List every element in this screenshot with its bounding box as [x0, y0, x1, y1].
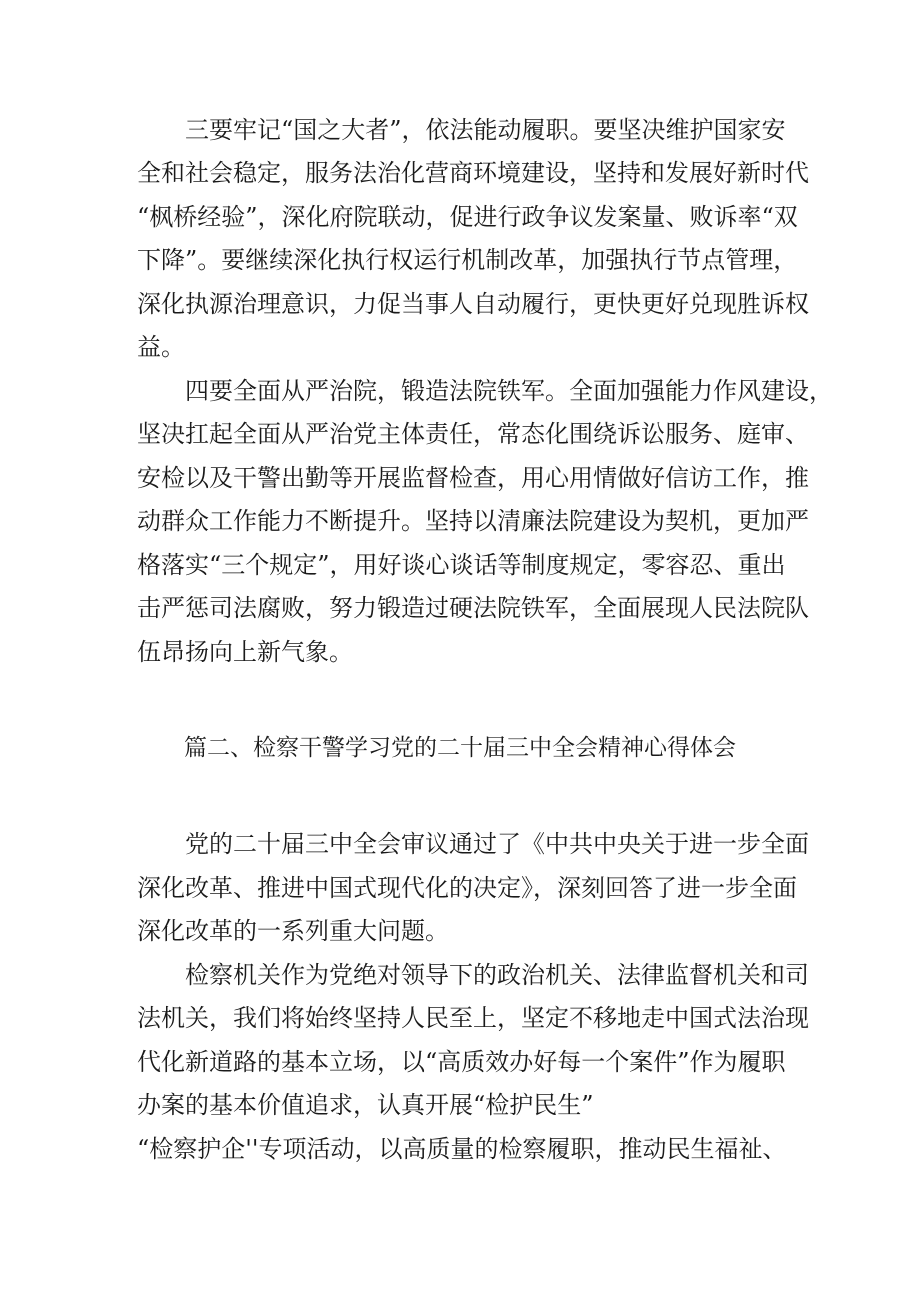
paragraph-line: 动群众工作能力不断提升。坚持以清廉法院建设为契机，更加严 — [137, 507, 809, 535]
paragraph-line: 代化新道路的基本立场，以“高质效办好每一个案件”作为履职 — [137, 1048, 786, 1076]
paragraph-line: 检察机关作为党绝对领导下的政治机关、法律监督机关和司 — [185, 961, 809, 989]
paragraph-line: 安检以及干警出勤等开展监督检查，用心用情做好信访工作，推 — [137, 464, 809, 492]
paragraph-line: 深化执源治理意识，力促当事人自动履行，更快更好兑现胜诉权 — [137, 290, 809, 318]
paragraph-line: 全和社会稳定，服务法治化营商环境建设，坚持和发展好新时代 — [137, 159, 809, 187]
paragraph-line: 击严惩司法腐败，努力锻造过硬法院铁军，全面展现人民法院队 — [137, 594, 809, 622]
paragraph-line: 下降”。要继续深化执行权运行机制改革，加强执行节点管理， — [137, 246, 798, 274]
paragraph-line: 坚决扛起全面从严治党主体责任，常态化围绕诉讼服务、庭审、 — [137, 420, 809, 448]
paragraph-line: 深化改革的一系列重大问题。 — [137, 917, 449, 945]
paragraph-line: 三要牢记“国之大者”，依法能动履职。要坚决维护国家安 — [185, 116, 786, 144]
paragraph-line: “检察护企''专项活动，以高质量的检察履职，推动民生福祉、 — [137, 1135, 787, 1163]
paragraph-line: 党的二十届三中全会审议通过了《中共中央关于进一步全面 — [185, 830, 809, 858]
paragraph-line: 伍昂扬向上新气象。 — [137, 638, 353, 666]
section-heading: 篇二、检察干警学习党的二十届三中全会精神心得体会 — [184, 735, 736, 761]
paragraph-line: 法机关，我们将始终坚持人民至上，坚定不移地走中国式法治现 — [137, 1004, 809, 1032]
paragraph-line: 格落实“三个规定”，用好谈心谈话等制度规定，零容忍、重出 — [137, 551, 786, 579]
paragraph-line: 办案的基本价值追求，认真开展“检护民生” — [137, 1091, 594, 1119]
paragraph-line: 益。 — [137, 333, 185, 361]
paragraph-line: “枫桥经验”，深化府院联动，促进行政争议发案量、败诉率“双 — [137, 203, 798, 231]
paragraph-line: 深化改革、推进中国式现代化的决定》，深刻回答了进一步全面 — [137, 874, 797, 902]
paragraph-line: 四要全面从严治院，锻造法院铁军。全面加强能力作风建设， — [185, 377, 833, 405]
